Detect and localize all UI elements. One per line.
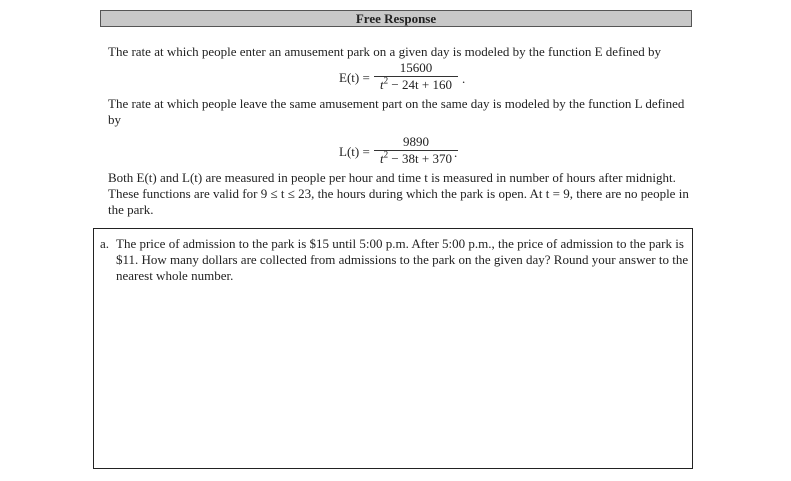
question-text: The price of admission to the park is $15 until 5:00 p.m. After 5:00 p.m., the price of admission to the park is $11. How many dollars are collected from admissions to the park on the given day? Round your answer to the nearest whole number. <box>116 236 689 283</box>
equation-l-numerator: 9890 <box>403 134 429 149</box>
equation-l-denominator: $t^2 - 38t + 370$ <box>380 149 452 166</box>
equation-e-period: . <box>462 71 466 86</box>
equation-l <box>108 134 698 170</box>
intro-paragraph-1: The rate at which people enter an amusement park on a given day is modeled by the function E defined by <box>108 44 662 59</box>
equation-l-period: . <box>454 145 458 160</box>
equation-e-numerator: 15600 <box>399 60 433 75</box>
equation-e-lhs: E(t) = <box>339 70 370 85</box>
equation-l-lhs: L(t) = <box>339 144 370 159</box>
header-title: Free Response <box>355 11 437 26</box>
equation-e-denominator: $t^2 - 24t + 160$ <box>380 75 452 92</box>
equation-e-fraction <box>374 60 458 93</box>
intro-paragraph-2: The rate at which people leave the same amusement part on the same day is modeled by the function L defined by <box>108 96 685 127</box>
problem-intro <box>108 44 698 218</box>
free-response-header <box>100 10 692 27</box>
intro-paragraph-3: Both E(t) and L(t) are measured in people per hour and time t is measured in number of hours after midnight. These functions are valid for 9 ≤ t ≤ 23, the hours during which the park is open. At t = 9, there are no people in the park. <box>108 170 689 217</box>
equation-e <box>108 60 698 96</box>
question-marker: a. <box>100 236 110 251</box>
question-a <box>100 236 692 284</box>
equation-l-fraction <box>374 134 458 167</box>
